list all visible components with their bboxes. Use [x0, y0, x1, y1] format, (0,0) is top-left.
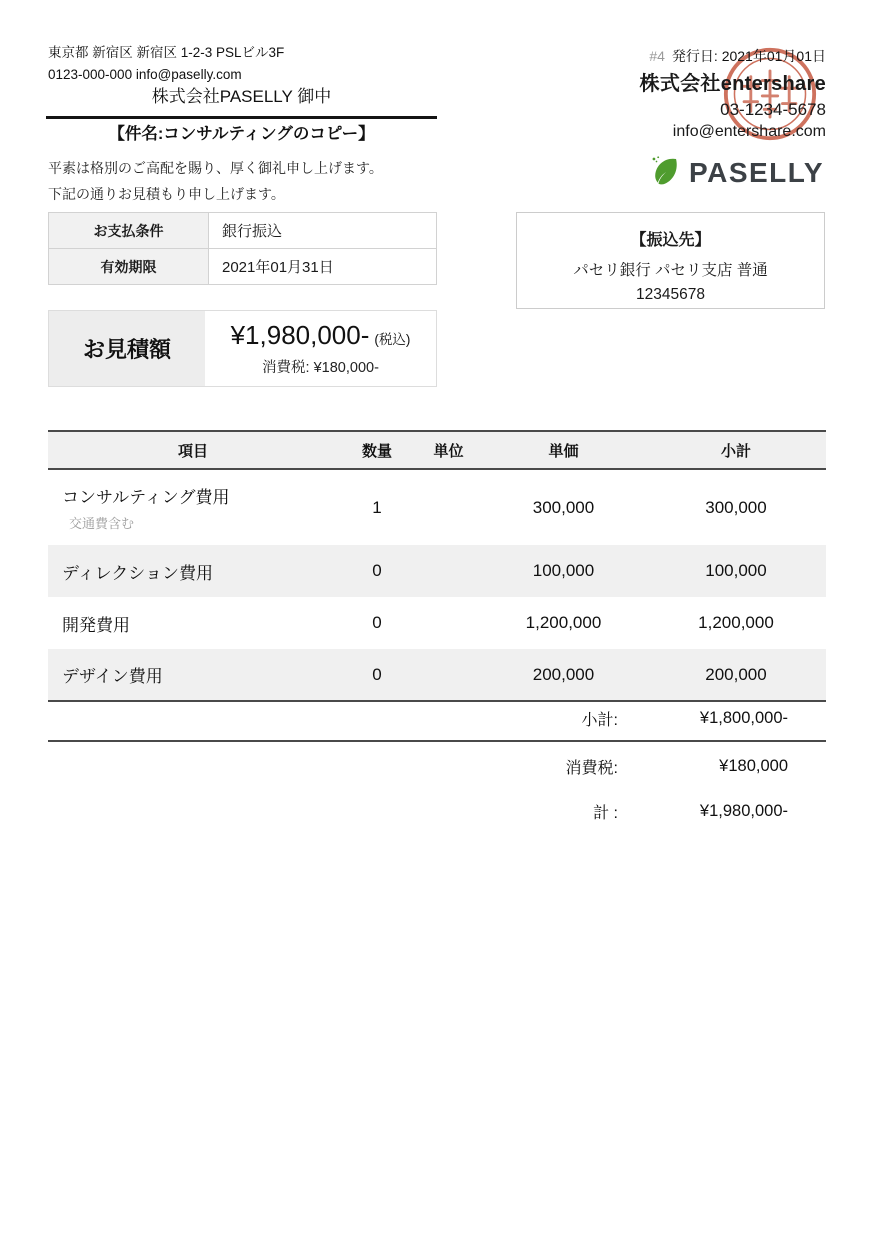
items-header-row	[48, 431, 826, 469]
terms-row-validity	[49, 249, 437, 285]
grand-total-row	[48, 789, 826, 834]
column-header-subtotal: 小計	[646, 431, 826, 469]
item-subtotal: 300,000	[705, 497, 767, 517]
subject-title: 【件名:コンサルティングのコピー】	[108, 125, 375, 143]
terms-label-payment: お支払条件	[49, 213, 209, 249]
tax-value: ¥180,000	[719, 757, 788, 775]
tax-included-note: (税込)	[374, 332, 411, 347]
issuer-block	[640, 67, 826, 141]
subtotal-label: 小計:	[581, 712, 618, 729]
issuer-phone: 03-1234-5678	[720, 100, 826, 119]
column-header-qty: 数量	[338, 431, 416, 469]
greeting-text	[48, 156, 383, 208]
tax-label: 消費税:	[565, 760, 618, 777]
bank-account-line1: パセリ銀行 パセリ支店 普通	[573, 262, 768, 279]
document-number: #4	[649, 48, 665, 64]
recipient-name: 株式会社PASELLY 御中	[46, 82, 437, 119]
issue-date: 発行日: 2021年01月01日	[671, 48, 826, 64]
recipient-address	[48, 42, 284, 87]
item-unit-price: 1,200,000	[525, 613, 602, 632]
item-unit	[416, 597, 481, 649]
item-name: ディレクション費用	[62, 563, 213, 583]
item-name-cell	[48, 469, 338, 545]
grand-total-label: 計 :	[593, 805, 618, 822]
bank-transfer-box	[516, 212, 825, 309]
logo-text: PASELLY	[689, 156, 824, 188]
paselly-logo	[648, 153, 824, 192]
item-name: 開発費用	[62, 615, 130, 635]
item-row	[48, 469, 826, 545]
recipient-address-line1: 東京都 新宿区 新宿区 1-2-3 PSLビル3F	[48, 45, 285, 60]
item-unit	[416, 649, 481, 701]
estimate-tax-line: 消費税: ¥180,000-	[262, 360, 379, 376]
item-subtotal: 100,000	[705, 561, 767, 580]
item-unit-price: 300,000	[532, 497, 595, 517]
item-unit-price: 200,000	[481, 649, 646, 701]
recipient-address-line2: 0123-000-000 info@paselly.com	[48, 67, 242, 83]
item-name: デザイン費用	[62, 667, 163, 686]
item-subtotal: 200,000	[646, 649, 826, 701]
item-unit-price: 100,000	[532, 561, 595, 580]
estimate-amount: ¥1,980,000-	[230, 320, 370, 350]
column-header-item: 項目	[48, 431, 338, 469]
subtotal-row	[48, 697, 826, 742]
terms-value-payment: 銀行振込	[209, 213, 437, 249]
item-row	[48, 545, 826, 597]
leaf-icon	[648, 153, 682, 192]
column-header-unit-price: 単価	[481, 431, 646, 469]
greeting-line2: 下記の通りお見積もり申し上げます。	[48, 185, 285, 202]
item-qty: 0	[338, 649, 416, 701]
item-note: 交通費含む	[69, 516, 135, 531]
issuer-company-name: 株式会社entershare	[639, 73, 826, 95]
item-row	[48, 649, 826, 701]
items-table	[48, 430, 826, 702]
item-row	[48, 597, 826, 649]
item-qty: 0	[372, 561, 382, 580]
item-qty: 1	[372, 497, 382, 517]
bank-box-title: 【振込先】	[630, 232, 711, 249]
terms-row-payment	[49, 213, 437, 249]
subtotal-value: ¥1,800,000-	[699, 709, 788, 727]
estimate-label: お見積額	[49, 311, 205, 386]
bank-account-line2: 12345678	[636, 286, 705, 304]
terms-value-validity: 2021年01月31日	[209, 249, 437, 285]
greeting-line1: 平素は格別のご高配を賜り、厚く御礼申し上げます。	[48, 160, 383, 176]
item-unit	[416, 469, 481, 545]
item-unit	[416, 545, 481, 597]
issue-date-line	[649, 46, 826, 66]
item-name: コンサルティング費用	[62, 488, 230, 507]
item-qty: 0	[372, 613, 382, 632]
grand-total-value: ¥1,980,000-	[699, 802, 788, 820]
tax-row	[48, 744, 826, 789]
estimate-amount-box	[48, 310, 437, 387]
estimate-amount-line	[231, 320, 411, 351]
terms-table	[48, 212, 437, 285]
estimate-value-area	[205, 311, 436, 386]
column-header-unit: 単位	[416, 431, 481, 469]
item-name-cell	[48, 597, 338, 649]
issuer-email: info@entershare.com	[672, 123, 826, 140]
item-name-cell	[48, 649, 338, 701]
terms-label-validity: 有効期限	[49, 249, 209, 285]
item-subtotal: 1,200,000	[698, 613, 774, 632]
item-name-cell	[48, 545, 338, 597]
